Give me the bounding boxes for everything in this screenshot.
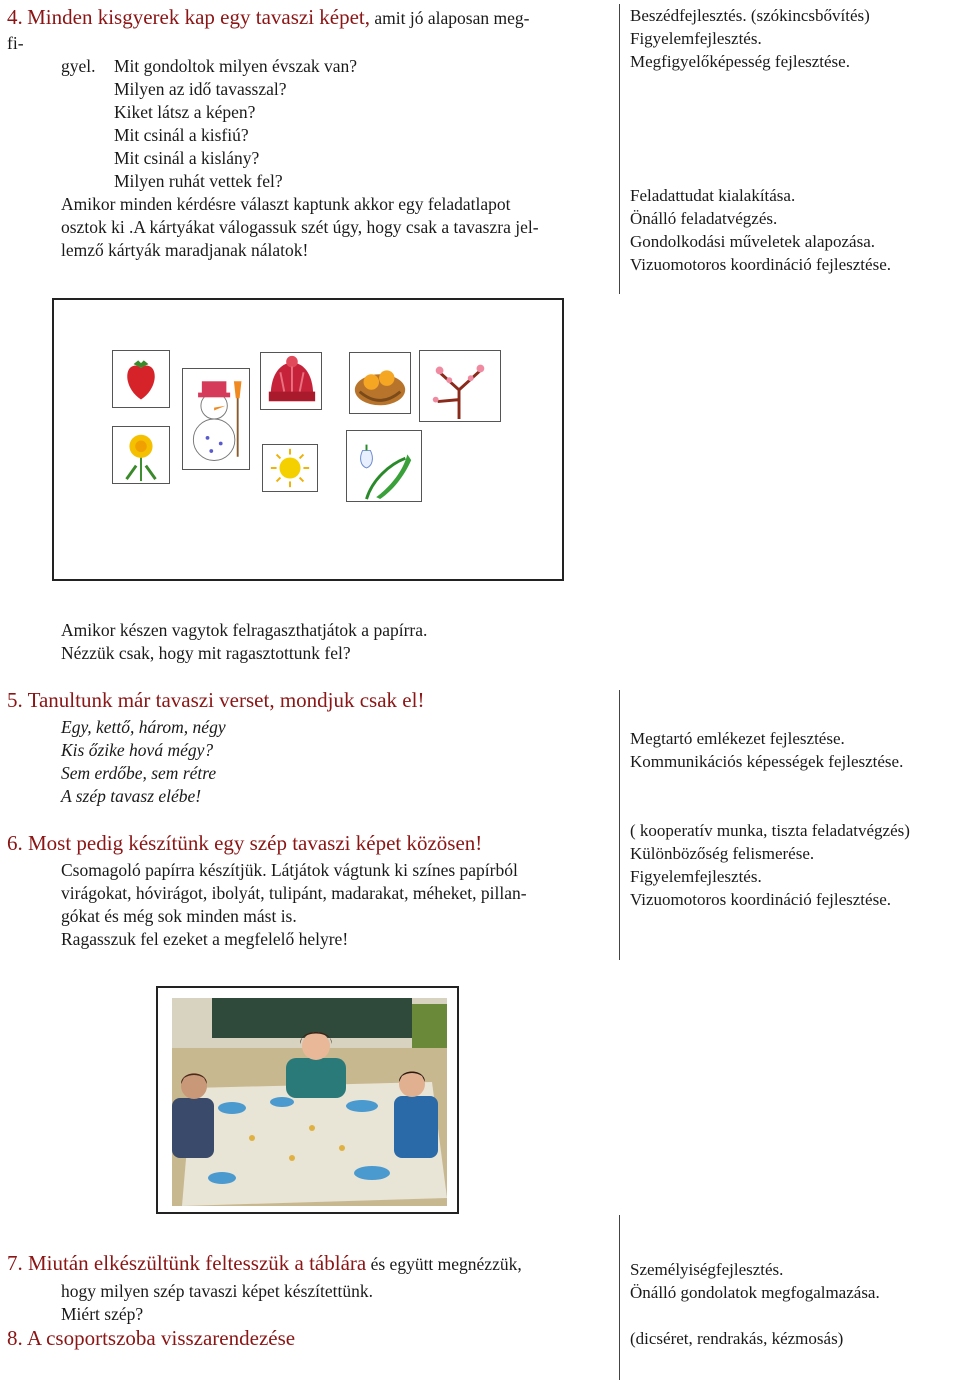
goal-memory: Megtartó emlékezet fejlesztése. (630, 729, 845, 748)
goal-attention-2: Figyelemfejlesztés. (630, 867, 762, 886)
winter-hat-card (260, 352, 322, 410)
section4-heading-rest: amit jó alaposan meg- (374, 8, 530, 28)
sun-card (262, 444, 318, 492)
goal-praise-tidy: (dicséret, rendrakás, kézmosás) (630, 1329, 844, 1348)
section4-heading-red: Minden kisgyerek kap egy tavaszi képet, (27, 5, 371, 29)
classroom-photo-content (172, 998, 447, 1206)
question-2: Milyen az idő tavasszal? (114, 79, 287, 99)
goal-personality: Személyiségfejlesztés. (630, 1260, 784, 1279)
verse-line-2: Kis őzike hová mégy? (61, 740, 214, 760)
column-divider (619, 690, 620, 960)
goal-cooperation: ( kooperatív munka, tiszta feladatvégzés) (630, 821, 910, 840)
section6-paragraph-3: gókat és még sok minden mást is. (61, 906, 297, 926)
section4-heading (7, 6, 529, 30)
section4-after-1: Amikor készen vagytok felragaszthatjátok a papírra. (61, 620, 428, 640)
section4-number: 4. (7, 5, 23, 29)
column-divider (619, 4, 620, 294)
worksheet-image (52, 298, 564, 581)
goal-speech: Beszédfejlesztés. (szókincsbővítés) (630, 6, 870, 25)
section7-paragraph-1: hogy milyen szép tavaszi képet készítettünk. (61, 1281, 373, 1301)
verse-line-1: Egy, kettő, három, négy (61, 717, 226, 737)
question-4: Mit csinál a kisfiú? (114, 125, 249, 145)
question-1: Mit gondoltok milyen évszak van? (114, 56, 358, 76)
dandelion-card (112, 426, 170, 484)
goal-observation: Megfigyelőképesség fejlesztése. (630, 52, 850, 71)
question-3: Kiket látsz a képen? (114, 102, 256, 122)
question-5: Mit csinál a kislány? (114, 148, 260, 168)
snowman-card (182, 368, 250, 470)
section7-heading-rest: és együtt megnézzük, (370, 1254, 522, 1274)
blossom-branch-card (419, 350, 501, 422)
goal-independent-work: Önálló feladatvégzés. (630, 209, 778, 228)
section7-heading-red: 7. Miután elkészültünk feltesszük a táblára (7, 1251, 367, 1275)
goal-visuomotor: Vizuomotoros koordináció fejlesztése. (630, 255, 891, 274)
section7-paragraph-2: Miért szép? (61, 1304, 144, 1324)
section4-after-2: Nézzük csak, hogy mit ragasztottunk fel? (61, 643, 351, 663)
section4-paragraph-2: osztok ki .A kártyákat válogassuk szét úgy, hogy csak a tavaszra jel- (61, 217, 539, 237)
bird-nest-card (349, 352, 411, 414)
section6-heading: 6. Most pedig készítünk egy szép tavaszi képet közösen! (7, 831, 483, 855)
goal-difference: Különbözőség felismerése. (630, 844, 815, 863)
section5-heading: 5. Tanultunk már tavaszi verset, mondjuk csak el! (7, 688, 425, 712)
goal-independent-thoughts: Önálló gondolatok megfogalmazása. (630, 1283, 880, 1302)
section4-paragraph-1: Amikor minden kérdésre választ kaptunk akkor egy feladatlapot (61, 194, 511, 214)
question-6: Milyen ruhát vettek fel? (114, 171, 283, 191)
section6-paragraph-4: Ragasszuk fel ezeket a megfelelő helyre! (61, 929, 349, 949)
column-divider (619, 1215, 620, 1380)
goal-visuomotor-2: Vizuomotoros koordináció fejlesztése. (630, 890, 891, 909)
goal-communication: Kommunikációs képességek fejlesztése. (630, 752, 904, 771)
snowdrop-card (346, 430, 422, 502)
strawberry-card (112, 350, 170, 408)
section6-paragraph-1: Csomagoló papírra készítjük. Látjátok vágtunk ki színes papírból (61, 860, 518, 880)
verse-line-4: A szép tavasz elébe! (61, 786, 202, 806)
section8-heading: 8. A csoportszoba visszarendezése (7, 1326, 296, 1350)
section4-gyel: gyel. (61, 56, 96, 76)
section4-hyphen: fi- (7, 33, 24, 53)
classroom-photo (156, 986, 459, 1214)
goal-attention: Figyelemfejlesztés. (630, 29, 762, 48)
goal-task-awareness: Feladattudat kialakítása. (630, 186, 796, 205)
section4-paragraph-3: lemző kártyák maradjanak nálatok! (61, 240, 309, 260)
section6-paragraph-2: virágokat, hóvirágot, ibolyát, tulipánt, madarakat, méheket, pillan- (61, 883, 527, 903)
goal-thinking: Gondolkodási műveletek alapozása. (630, 232, 876, 251)
section7-heading (7, 1252, 522, 1276)
verse-line-3: Sem erdőbe, sem rétre (61, 763, 217, 783)
